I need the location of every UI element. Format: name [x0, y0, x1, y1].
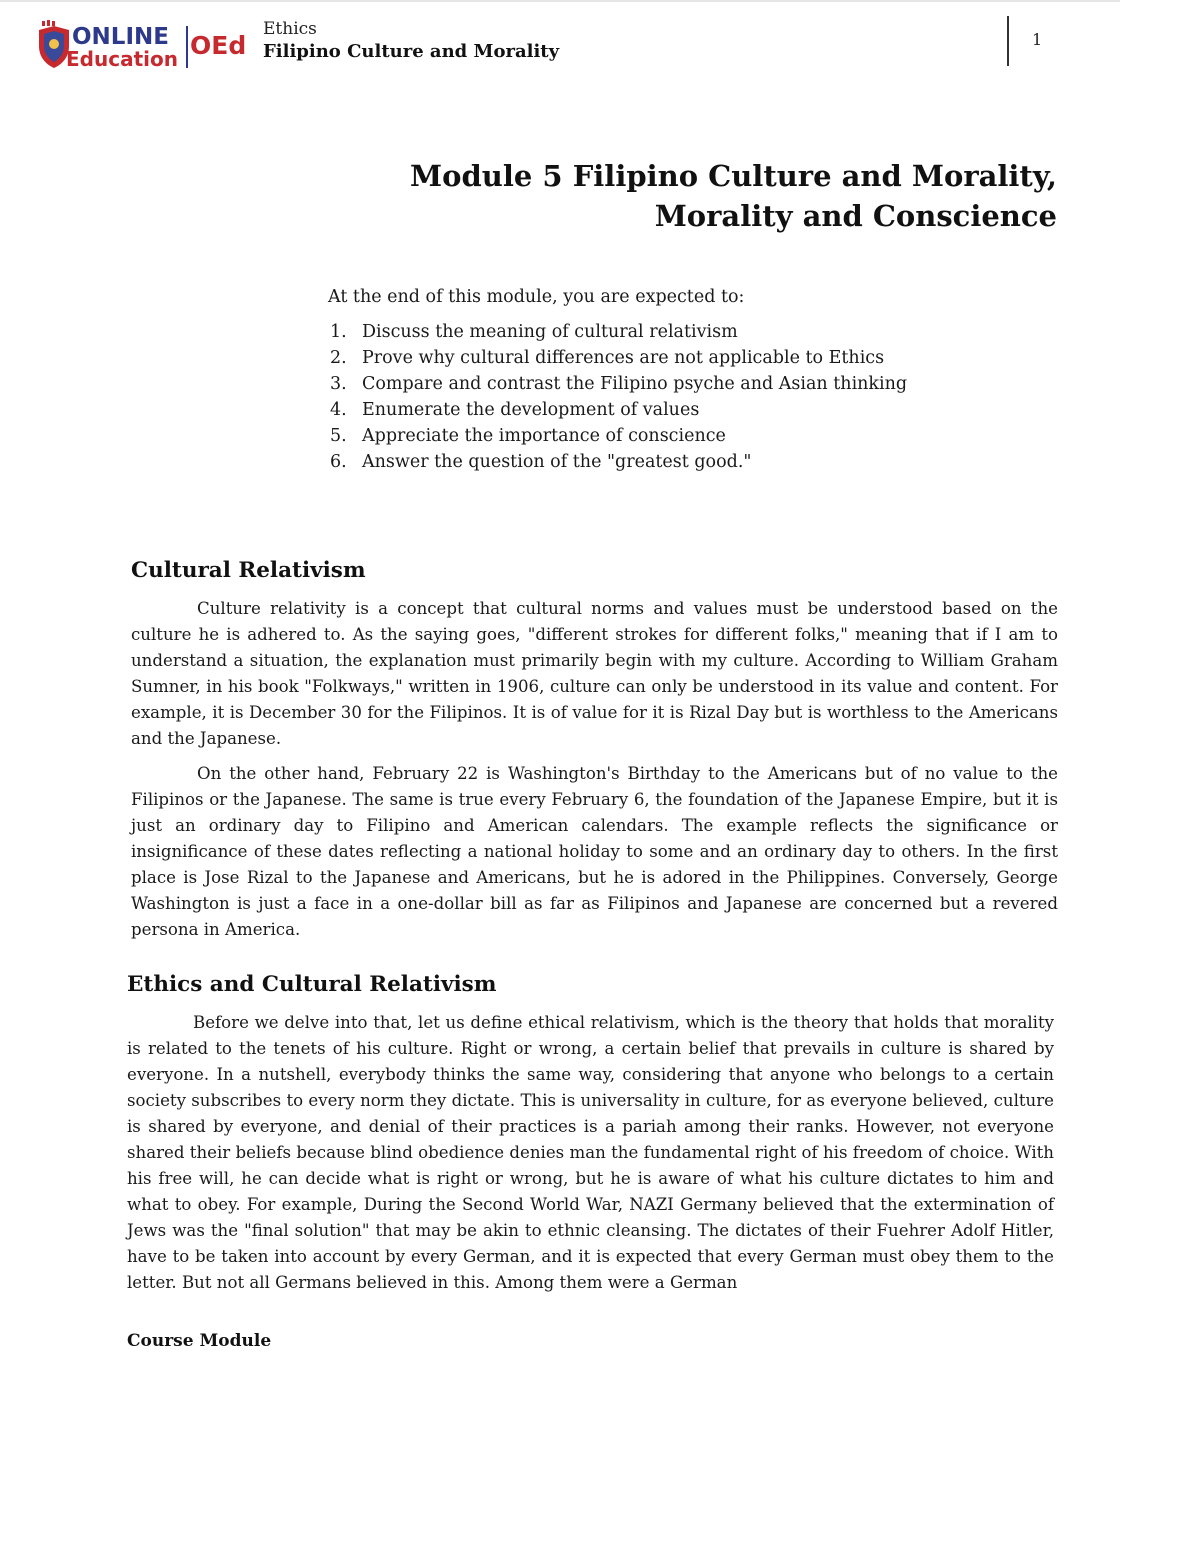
objective-number: 5. — [330, 426, 347, 446]
objective-item — [328, 345, 1008, 371]
objective-number: 4. — [330, 400, 347, 420]
body-paragraph: Culture relativity is a concept that cultural norms and values must be understood based on the culture he is adhered to. As the saying goes, "different strokes for different folks," meaning that if I am to understand a situation, the explanation must primarily begin with my culture. According to William Graham Sumner, in his book "Folkways," written in 1906, culture can only be understood in its value and content. For example, it is December 30 for the Filipinos. It is of value for it is Rizal Day but is worthless to the Americans and the Japanese. — [131, 599, 1058, 748]
header-title: Filipino Culture and Morality — [263, 41, 560, 62]
header-subject: Ethics — [263, 19, 317, 39]
body-paragraph: On the other hand, February 22 is Washington's Birthday to the Americans but of no value to the Filipinos or the Japanese. The same is true every February 6, the foundation of the Japanese Empire, but it is just an ordinary day to Filipino and American calendars. The example reflects the significance or insignificance of these dates reflecting a national holiday to some and an ordinary day to others. In the first place is Jose Rizal to the Japanese and Americans, but he is adored in the Philippines. Conversely, George Washington is just a face in a one-dollar bill as far as Filipinos and Japanese are concerned but a revered persona in America. — [131, 764, 1058, 939]
objective-number: 3. — [330, 374, 347, 394]
objective-item — [328, 397, 1008, 423]
objective-item — [328, 319, 1008, 345]
objective-item — [328, 423, 1008, 449]
objectives-list — [328, 319, 1008, 475]
module-title — [410, 156, 1057, 236]
objectives-intro: At the end of this module, you are expected to: — [328, 287, 745, 307]
header-text — [263, 18, 559, 64]
page-header — [36, 18, 1066, 74]
objective-text: Prove why cultural differences are not applicable to Ethics — [362, 348, 885, 368]
objective-item — [328, 371, 1008, 397]
objective-number: 2. — [330, 348, 347, 368]
svg-text:ONLINE: ONLINE — [72, 24, 169, 50]
svg-text:OEd: OEd — [190, 31, 247, 60]
top-rule — [0, 0, 1120, 2]
objective-text: Enumerate the development of values — [362, 400, 700, 420]
body-paragraph: Before we delve into that, let us define ethical relativism, which is the theory that holds that morality is related to the tenets of his culture. Right or wrong, a certain belief that prevails in culture is shared by everyone. In a nutshell, everybody thinks the same way, considering that anyone who belongs to a certain society subscribes to every norm they dictate. This is universality in culture, for as everyone believed, culture is shared by everyone, and denial of their practices is a pariah among their ranks. However, not everyone shared their beliefs because blind obedience denies man the fundamental right of his freedom of choice. With his free will, he can decide what is right or wrong, but he is aware of what his culture dictates to him and what to obey. For example, During the Second World War, NAZI Germany believed that the extermination of Jews was the "final solution" that may be akin to ethnic cleansing. The dictates of their Fuehrer Adolf Hitler, have to be taken into account by every German, and it is expected that every German must obey them to the letter. But not all Germans believed in this. Among them were a German — [127, 1013, 1054, 1292]
objective-text: Compare and contrast the Filipino psyche and Asian thinking — [362, 374, 908, 394]
section-cultural-relativism — [131, 556, 1058, 952]
svg-text:Education: Education — [66, 47, 178, 71]
objectives — [328, 284, 1008, 475]
section-heading: Ethics and Cultural Relativism — [127, 972, 497, 997]
objective-text: Answer the question of the "greatest good." — [362, 452, 752, 472]
footer-label: Course Module — [127, 1331, 272, 1351]
online-education-logo — [36, 20, 251, 72]
module-title-line1: Module 5 Filipino Culture and Morality, — [410, 159, 1057, 193]
objective-number: 1. — [330, 322, 347, 342]
objective-number: 6. — [330, 452, 347, 472]
section-ethics-cultural-relativism — [127, 970, 1054, 1305]
page-number: 1 — [1032, 30, 1043, 49]
header-divider — [1007, 16, 1009, 66]
objective-text: Appreciate the importance of conscience — [362, 426, 726, 446]
section-heading: Cultural Relativism — [131, 558, 366, 583]
objective-text: Discuss the meaning of cultural relativism — [362, 322, 738, 342]
module-title-line2: Morality and Conscience — [654, 199, 1057, 233]
objective-item — [328, 449, 1008, 475]
